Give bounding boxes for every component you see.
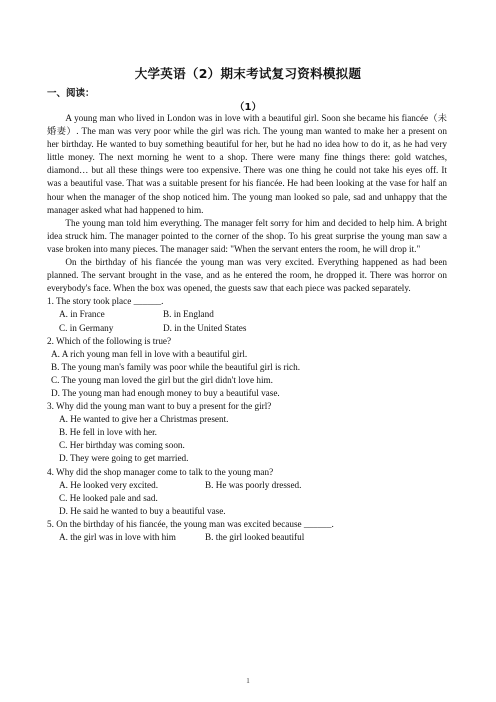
- question-3-option-c: C. Her birthday was coming soon.: [59, 440, 185, 451]
- question-4-option-a: A. He looked very excited.: [59, 479, 158, 490]
- question-2-option-b: B. The young man's family was poor while the beautiful girl is rich.: [51, 361, 300, 372]
- question-5-options-row-1: [47, 531, 447, 544]
- page-number: 1: [246, 677, 250, 685]
- document-title: 大学英语（2）期末考试复习资料模拟题: [134, 66, 362, 81]
- question-1-options-row-1: [47, 308, 447, 321]
- question-4-option-c: C. He looked pale and sad.: [59, 492, 158, 503]
- question-3-stem: 3. Why did the young man want to buy a present for the girl?: [47, 401, 272, 412]
- question-4-options-row-1: [47, 479, 447, 492]
- question-1-option-c: C. in Germany: [59, 322, 114, 333]
- passage-paragraph-1: A young man who lived in London was in love with a beautiful girl. Soon she became his fiancée（未婚妻）. The man was very poor while the girl was rich. The young man wanted to make her a present on her birthday. He wanted to buy something beautiful for her, but he had no idea how to do it, as he had very little money. The next morning he went to a shop. There were many fine things there: gold watches, diamond… but all these things were too expensive. There was one thing he could not take his eyes off. It was a beautiful vase. That was a suitable present for his fiancée. He had been looking at the vase for half an hour when the manager of the shop noticed him. The young man looked so pale, sad and unhappy that the manager asked what had happened to him.: [47, 113, 447, 215]
- question-1-option-a: A. in France: [59, 309, 105, 320]
- question-5-option-a: A. the girl was in love with him: [59, 532, 176, 542]
- question-4-option-d: D. He said he wanted to buy a beautiful vase.: [59, 505, 226, 516]
- question-4-stem: 4. Why did the shop manager come to talk to the young man?: [47, 466, 274, 477]
- passage-paragraph-2: The young man told him everything. The manager felt sorry for him and decided to help him. A bright idea struck him. The manager pointed to the corner of the shop. To his great surprise the young man saw a vase broken into many pieces. The manager said: "When the servant enters the room, he will drop it.": [47, 217, 447, 254]
- question-3-option-d: D. They were going to get married.: [59, 453, 189, 464]
- question-3-option-a: A. He wanted to give her a Christmas present.: [59, 414, 229, 425]
- question-1-options-row-2: [47, 322, 447, 335]
- passage-number: （1）: [234, 102, 262, 113]
- question-4-option-b: B. He was poorly dressed.: [205, 479, 302, 490]
- section-heading: 一、阅读：: [47, 88, 95, 99]
- question-1-option-d: D. in the United States: [163, 322, 247, 333]
- question-5-option-b: B. the girl looked beautiful: [205, 532, 305, 542]
- question-2-option-a: A. A rich young man fell in love with a beautiful girl.: [51, 348, 248, 359]
- question-5-stem: 5. On the birthday of his fiancée, the young man was excited because ______.: [47, 518, 334, 529]
- question-2-option-d: D. The young man had enough money to buy a beautiful vase.: [51, 387, 280, 398]
- question-2-stem: 2. Which of the following is true?: [47, 335, 172, 346]
- passage-paragraph-3: On the birthday of his fiancée the young man was very excited. Everything happened as had been planned. The servant brought in the vase, and as he entered the room, he dropped it. There was horror on everybody's face. When the box was opened, the guests saw that each piece was packed separately.: [47, 257, 447, 294]
- question-1-option-b: B. in England: [163, 309, 214, 320]
- reading-body: [47, 112, 447, 544]
- question-3-option-b: B. He fell in love with her.: [59, 427, 157, 438]
- question-1-stem: 1. The story took place ______.: [47, 296, 164, 307]
- question-2-option-c: C. The young man loved the girl but the girl didn't love him.: [51, 374, 273, 385]
